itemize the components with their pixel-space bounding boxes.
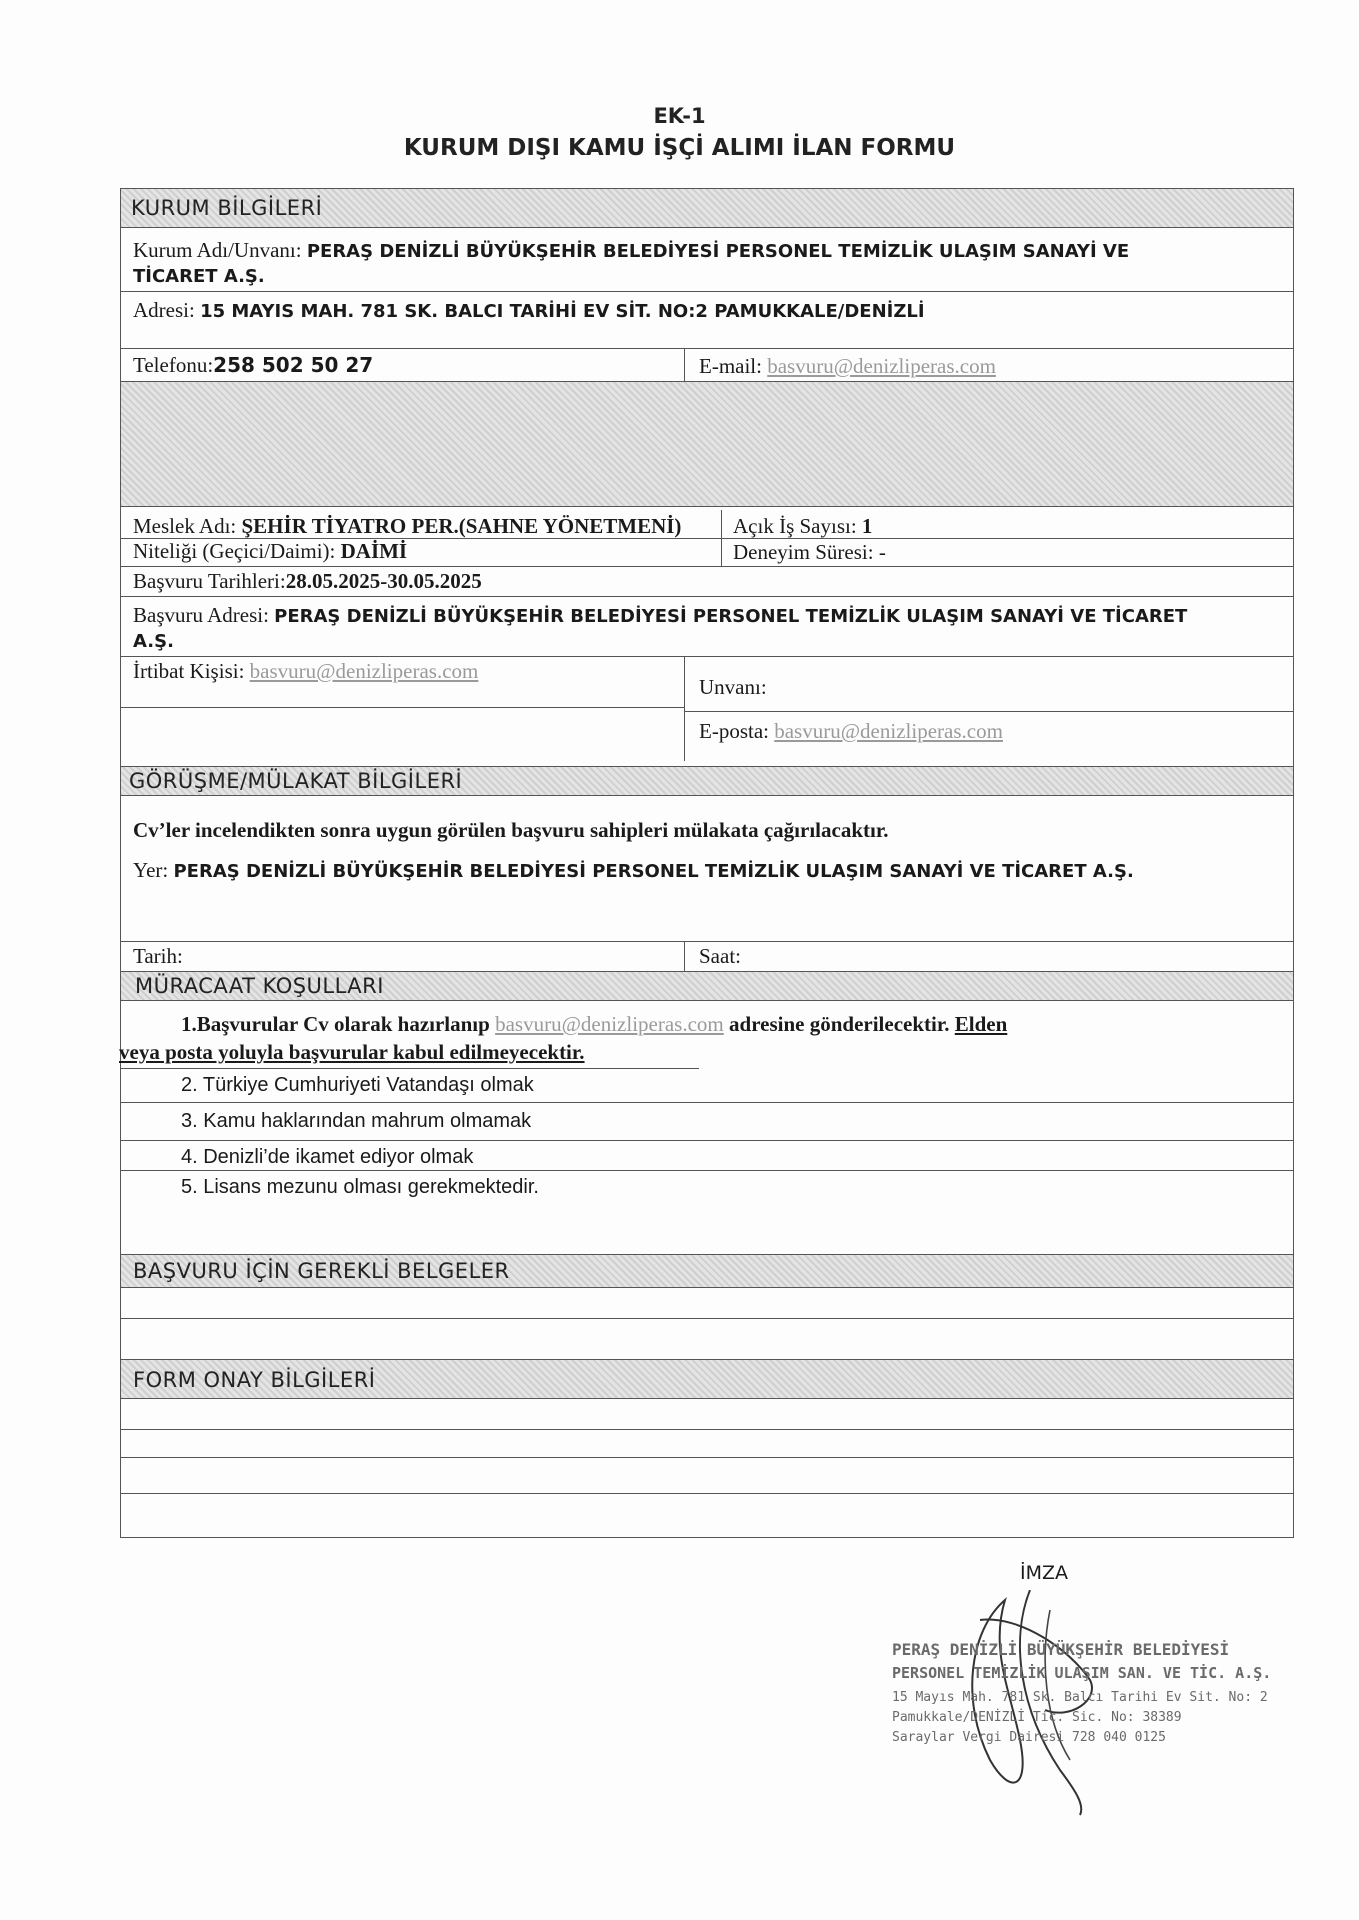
open-positions-label: Açık İş Sayısı: bbox=[733, 514, 857, 538]
contact-title-label: Unvanı: bbox=[699, 675, 767, 699]
experience-label: Deneyim Süresi: bbox=[733, 540, 874, 564]
dates-row bbox=[121, 566, 1293, 596]
application-form bbox=[120, 188, 1294, 1538]
section-title-institution: KURUM BİLGİLERİ bbox=[131, 196, 323, 220]
section-title-approval: FORM ONAY BİLGİLERİ bbox=[133, 1368, 376, 1392]
signature-scribble bbox=[950, 1590, 1130, 1820]
dates-label: Başvuru Tarihleri: bbox=[133, 569, 286, 593]
application-address-value-cont: A.Ş. bbox=[133, 631, 174, 652]
email-link[interactable]: basvuru@denizliperas.com bbox=[767, 354, 996, 378]
interview-place-row bbox=[133, 858, 1134, 883]
eposta-label: E-posta: bbox=[699, 719, 769, 743]
condition-2: 2. Türkiye Cumhuriyeti Vatandaşı olmak bbox=[181, 1074, 534, 1096]
section-title-interview: GÖRÜŞME/MÜLAKAT BİLGİLERİ bbox=[129, 769, 463, 793]
contact-label: İrtibat Kişisi: bbox=[133, 659, 245, 683]
stamp-line-1: PERAŞ DENİZLİ BÜYÜKŞEHİR BELEDİYESİ bbox=[892, 1640, 1230, 1659]
section-interview-header bbox=[121, 766, 1293, 796]
nature-row bbox=[121, 538, 1293, 566]
profession-value: ŞEHİR TİYATRO PER.(SAHNE YÖNETMENİ) bbox=[241, 514, 682, 538]
section-title-documents: BAŞVURU İÇİN GEREKLİ BELGELER bbox=[133, 1259, 510, 1283]
address-value: 15 MAYIS MAH. 781 SK. BALCI TARİHİ EV SİT. NO:2 PAMUKKALE/DENİZLİ bbox=[200, 301, 925, 322]
address-row bbox=[121, 291, 1293, 331]
interview-datetime-row bbox=[121, 941, 1293, 971]
dates-value: 28.05.2025-30.05.2025 bbox=[285, 569, 482, 593]
section-title-conditions: MÜRACAAT KOŞULLARI bbox=[135, 974, 384, 998]
condition-1-text: 1.Başvurular Cv olarak hazırlanıp bbox=[181, 1012, 490, 1036]
address-label: Adresi: bbox=[133, 298, 195, 322]
profession-label: Meslek Adı: bbox=[133, 514, 237, 538]
experience-value: - bbox=[878, 540, 886, 564]
condition-4: 4. Denizli’de ikamet ediyor olmak bbox=[181, 1146, 474, 1168]
form-title: KURUM DIŞI KAMU İŞÇİ ALIMI İLAN FORMU bbox=[403, 135, 956, 161]
profession-row bbox=[133, 514, 681, 539]
section-approval-header bbox=[121, 1359, 1293, 1399]
email-label: E-mail: bbox=[699, 354, 762, 378]
phone-label: Telefonu: bbox=[133, 353, 214, 377]
section-institution-header bbox=[121, 188, 1293, 228]
nature-value: DAİMİ bbox=[340, 539, 408, 563]
form-code: EK-1 bbox=[653, 104, 706, 128]
section-documents-header bbox=[121, 1254, 1293, 1288]
condition-1 bbox=[181, 1012, 1007, 1037]
open-positions-value: 1 bbox=[861, 514, 873, 538]
condition-1-cont: veya posta yoluyla başvurular kabul edilmeyecektir. bbox=[119, 1040, 585, 1064]
institution-name-value: PERAŞ DENİZLİ BÜYÜKŞEHİR BELEDİYESİ PERSONEL TEMİZLİK ULAŞIM SANAYİ VE bbox=[306, 241, 1130, 262]
contact-row bbox=[121, 656, 1293, 760]
stamp-line-2: PERSONEL TEMİZLİK ULAŞIM SAN. VE TİC. A.Ş. bbox=[892, 1664, 1272, 1682]
section-conditions-header bbox=[121, 971, 1293, 1001]
application-address-value: PERAŞ DENİZLİ BÜYÜKŞEHİR BELEDİYESİ PERSONEL TEMİZLİK ULAŞIM SANAYİ VE TİCARET bbox=[274, 606, 1188, 627]
institution-name-value-cont: TİCARET A.Ş. bbox=[133, 266, 265, 287]
open-positions-row bbox=[733, 514, 872, 539]
phone-row bbox=[121, 348, 1293, 381]
interview-time-label: Saat: bbox=[699, 944, 741, 968]
stamp-line-4: Pamukkale/DENİZLİ Tic. Sic. No: 38389 bbox=[892, 1710, 1182, 1725]
interview-note: Cv’ler incelendikten sonra uygun görülen başvuru sahipleri mülakata çağırılacaktır. bbox=[133, 818, 889, 842]
interview-place-value: PERAŞ DENİZLİ BÜYÜKŞEHİR BELEDİYESİ PERSONEL TEMİZLİK ULAŞIM SANAYİ VE TİCARET A.Ş. bbox=[173, 861, 1134, 882]
institution-name-label: Kurum Adı/Unvanı: bbox=[133, 238, 302, 262]
nature-label: Niteliği (Geçici/Daimi): bbox=[133, 539, 336, 563]
stamp-line-5: Saraylar Vergi Dairesi 728 040 0125 bbox=[892, 1730, 1166, 1745]
shaded-blank-band bbox=[121, 381, 1293, 507]
contact-email-link[interactable]: basvuru@denizliperas.com bbox=[249, 659, 479, 683]
stamp-line-3: 15 Mayıs Mah. 781 Sk. Balcı Tarihi Ev Sit. No: 2 bbox=[892, 1690, 1268, 1705]
phone-value: 258 502 50 27 bbox=[213, 353, 374, 377]
condition-1-text-c: Elden bbox=[954, 1012, 1008, 1036]
institution-name-row bbox=[133, 238, 1129, 263]
application-address-row bbox=[121, 596, 1293, 656]
application-address-label: Başvuru Adresi: bbox=[133, 603, 269, 627]
interview-place-label: Yer: bbox=[133, 858, 169, 882]
condition-3: 3. Kamu haklarından mahrum olmamak bbox=[181, 1110, 532, 1132]
eposta-link[interactable]: basvuru@denizliperas.com bbox=[774, 719, 1003, 743]
condition-5: 5. Lisans mezunu olması gerekmektedir. bbox=[181, 1176, 539, 1198]
condition-1-text-b: adresine gönderilecektir. bbox=[729, 1012, 950, 1036]
condition-1-email-link[interactable]: basvuru@denizliperas.com bbox=[495, 1012, 724, 1036]
interview-date-label: Tarih: bbox=[133, 944, 183, 968]
signature-label: İMZA bbox=[1020, 1562, 1069, 1584]
